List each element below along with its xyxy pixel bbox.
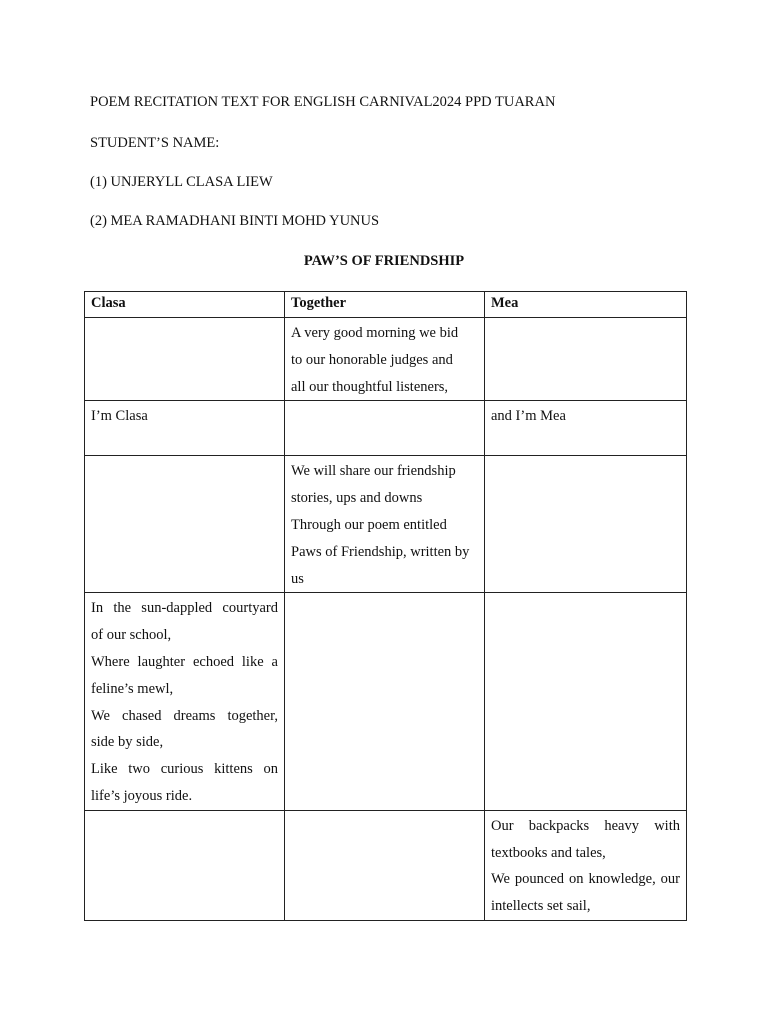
verse-line: I’m Clasa (91, 408, 148, 425)
verse-line: In the sun-dappled courtyard (91, 600, 278, 617)
column-header-mea: Mea (485, 292, 687, 318)
cell-clasa (85, 810, 285, 920)
cell-clasa (85, 593, 285, 810)
cell-together (285, 593, 485, 810)
cell-mea (485, 593, 687, 810)
cell-clasa (85, 401, 285, 456)
table-header-row (85, 292, 687, 318)
verse-line: Through our poem entitled (291, 516, 447, 533)
cell-mea (485, 456, 687, 593)
cell-mea (485, 318, 687, 401)
verse-line: Like two curious kittens on (91, 761, 278, 778)
cell-together (285, 401, 485, 456)
verse-line: us (291, 570, 304, 587)
verse-line: intellects set sail, (491, 898, 591, 915)
cell-together (285, 318, 485, 401)
table-row (85, 593, 687, 810)
verse-line: A very good morning we bid (291, 325, 459, 341)
student-name-label: STUDENT’S NAME: (90, 135, 220, 151)
table-row (85, 318, 687, 401)
student-name-1: (1) UNJERYLL CLASA LIEW (90, 174, 273, 190)
poem-table (84, 291, 687, 921)
verse-line: of our school, (91, 627, 172, 644)
table-row (85, 456, 687, 593)
poem-title: PAW’S OF FRIENDSHIP (303, 253, 465, 269)
column-header-together: Together (285, 292, 485, 318)
verse-line: life’s joyous ride. (91, 787, 193, 804)
table-row (85, 401, 687, 456)
student-name-2: (2) MEA RAMADHANI BINTI MOHD YUNUS (90, 213, 380, 229)
table-row (85, 810, 687, 920)
cell-mea (485, 401, 687, 456)
verse-line: We chased dreams together, (91, 707, 278, 724)
column-header-clasa: Clasa (85, 292, 285, 318)
verse-line: Paws of Friendship, written by (291, 543, 470, 560)
verse-line: Our backpacks heavy with (491, 817, 680, 834)
verse-line: side by side, (91, 734, 164, 751)
verse-line: and I’m Mea (491, 408, 566, 425)
cell-clasa (85, 456, 285, 593)
cell-together (285, 456, 485, 593)
verse-line: textbooks and tales, (491, 844, 606, 861)
cell-together (285, 810, 485, 920)
verse-line: Where laughter echoed like a (91, 653, 278, 670)
verse-line: feline’s mewl, (91, 680, 174, 697)
verse-line: to our honorable judges and (291, 351, 453, 368)
cell-clasa (85, 318, 285, 401)
verse-line: We pounced on knowledge, our (491, 871, 680, 888)
verse-line: all our thoughtful listeners, (291, 378, 449, 395)
verse-line: We will share our friendship (291, 463, 456, 480)
verse-line: stories, ups and downs (291, 490, 423, 507)
cell-mea (485, 810, 687, 920)
document-title: POEM RECITATION TEXT FOR ENGLISH CARNIVAL2024 PPD TUARAN (90, 94, 556, 110)
